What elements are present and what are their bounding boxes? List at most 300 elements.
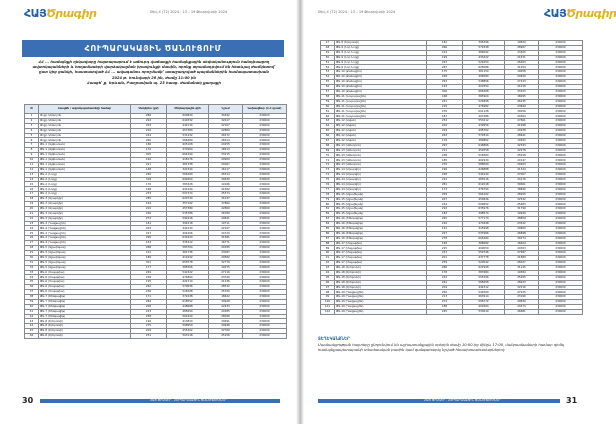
table-cell: ԹԱ-13 (Կենտրոն) [335,148,427,153]
table-cell: 655578 [167,260,209,265]
table-cell: 31254 [505,65,539,70]
table-cell: 260 [131,138,167,143]
table-cell: ԹԱ-1 (Այգեստան) [39,148,131,153]
table-cell: 230000 [539,75,583,80]
table-cell: 294 [131,118,167,123]
table-cell: 25374 [209,192,243,197]
table-cell: 230000 [243,236,287,241]
table-cell: 553212 [463,119,505,124]
table-cell: 631620 [167,236,209,241]
table-cell: 509652 [463,202,505,207]
table-cell: 250 [427,290,463,295]
table-cell: Փոքր Կենտրոն [39,123,131,128]
table-cell: 28314 [209,138,243,143]
table-cell: 230000 [539,143,583,148]
table-cell: 39 [25,299,39,304]
table-cell: ԹԱ-4 (Դավթաշեն) [39,221,131,226]
table-cell: 26463 [505,60,539,65]
table-cell: 17860 [209,202,243,207]
table-cell: 222 [427,177,463,182]
table-cell: 214 [427,50,463,55]
table-cell: 230000 [539,55,583,60]
table-cell: 27116 [209,270,243,275]
table-cell: ԹԱ-12 (Ավան) [335,129,427,134]
table-cell: 230000 [243,138,287,143]
table-cell: 5 [25,133,39,138]
table-cell: 503118 [167,334,209,339]
table-cell: 230000 [243,216,287,221]
table-cell: ԹԱ-14 (Արաբկիր) [335,182,427,187]
table-cell: 238 [427,153,463,158]
col-header: Մեկնարկային գին [167,105,209,114]
table-cell: 230000 [243,133,287,138]
table-cell: 24285 [209,309,243,314]
table-cell: 494406 [167,231,209,236]
table-cell: 218 [131,275,167,280]
table-cell: Փոքր Կենտրոն [39,133,131,138]
table-cell: ԹԱ-19 (Դավթաշեն) [335,309,427,314]
table-cell: ԹԱ-11 (Նուբարաշեն) [335,94,427,99]
table-cell: 405108 [167,143,209,148]
table-cell: 609840 [167,114,209,119]
table-cell: ԹԱ-10 (Քանաքեռ) [335,89,427,94]
right-footer [304,396,600,406]
table-cell: 77 [321,187,335,192]
table-cell: 196 [427,168,463,173]
table-cell: 45 [25,329,39,334]
table-cell: 559746 [463,251,505,256]
table-cell: 230000 [243,158,287,163]
table-cell: ԹԱ-5 (Աջափնյակ) [39,250,131,255]
table-cell: 27661 [505,119,539,124]
table-cell: 26789 [209,211,243,216]
table-cell: 230000 [539,41,583,46]
table-cell: 16 [25,187,39,192]
table-cell: 189 [131,255,167,260]
table-cell: 230000 [539,275,583,280]
table-cell: ԹԱ-18 (Էրեբունի) [335,265,427,270]
table-cell: 457380 [167,128,209,133]
table-cell: 387684 [463,270,505,275]
table-cell: 70 [321,153,335,158]
table-cell: ԹԱ-16 (Շենգավիթ) [335,221,427,226]
table-cell: 22107 [209,123,243,128]
table-cell: 247 [427,231,463,236]
table-cell: 56 [321,85,335,90]
table-cell: 230000 [539,231,583,236]
table-cell: 231 [131,334,167,339]
table-cell: 20473 [505,305,539,310]
table-cell: 179 [427,138,463,143]
table-cell: 93 [321,265,335,270]
table-cell: ԹԱ-1 (Այգեստան) [39,162,131,167]
table-cell: ԹԱ-6 (Մալաթիա) [39,270,131,275]
table-cell: 23849 [505,104,539,109]
table-cell: ԹԱ-13 (Կենտրոն) [335,158,427,163]
table-cell: 23087 [209,250,243,255]
intro-line: ավտոկայանների և հողամասերի վարձակալման իրավունքի մասին, որոնք տրամադրվում են հետևյալ ժամկետով՝ [32,65,276,70]
table-cell: 230000 [243,246,287,251]
table-cell: ԹԱ-2 (Նորք) [39,187,131,192]
table-cell: ԹԱ-12 (Ավան) [335,124,427,129]
table-cell: 301 [131,260,167,265]
table-cell: 230000 [243,275,287,280]
table-cell: 29621 [209,216,243,221]
table-cell: 68 [321,143,335,148]
table-cell: 27007 [505,173,539,178]
table-cell: 19711 [209,221,243,226]
table-cell: 21 [25,211,39,216]
footer-text: ՀԱՅ ԾՐԱԳԻՐ · ՀՈՒՊԱՐԱԿԱՅԻՆ ԾԱՆՈՒՑՈՒՄՆԵՐ [424,398,501,402]
table-cell: ԹԱ-9 (Նոր Նորք) [335,60,427,65]
table-cell: 1 [25,114,39,119]
table-cell: 529254 [463,60,505,65]
table-cell: 82 [321,212,335,217]
table-cell: 415998 [463,226,505,231]
table-cell: 476982 [463,104,505,109]
table-cell: 223 [131,309,167,314]
table-cell: ԹԱ-11 (Նուբարաշեն) [335,109,427,114]
table-cell: 252 [427,80,463,85]
table-cell: 19166 [209,182,243,187]
table-cell: 398574 [463,212,505,217]
table-cell: 186 [131,143,167,148]
table-cell: 297 [427,143,463,148]
table-cell: 28314 [209,172,243,177]
table-cell: 7 [25,143,39,148]
table-cell: 474804 [167,275,209,280]
table-cell: 210 [131,128,167,133]
table-cell: 413820 [167,319,209,324]
table-cell: 22869 [209,128,243,133]
table-cell: 230000 [539,309,583,314]
table-cell: 424710 [167,280,209,285]
table-cell: 81 [321,207,335,212]
table-cell: 230000 [243,314,287,319]
table-cell: 20582 [209,255,243,260]
table-cell: 28 [25,246,39,251]
table-cell: 211 [427,148,463,153]
table-cell: 305 [131,153,167,158]
table-cell: 57 [321,89,335,94]
table-cell: 21998 [505,124,539,129]
table-cell: 592416 [167,216,209,221]
table-cell: 230000 [539,124,583,129]
table-cell: ԹԱ-17 (Մալաթիա) [335,246,427,251]
table-cell: 20800 [505,226,539,231]
table-cell: 169 [427,241,463,246]
table-cell: 284 [131,299,167,304]
table-cell: 3 [25,123,39,128]
table-cell: 243 [427,60,463,65]
table-cell: 548856 [463,80,505,85]
table-cell: ԹԱ-1 (Այգեստան) [39,167,131,172]
table-cell: 230000 [243,270,287,275]
table-cell: 49 [321,50,335,55]
table-cell: 66 [321,133,335,138]
table-cell: 241 [427,99,463,104]
table-cell: 28096 [209,314,243,319]
table-cell: 444312 [463,285,505,290]
table-cell: ԹԱ-8 (Էրեբունի) [335,41,427,46]
table-cell: ԹԱ-8 (Էրեբունի) [39,324,131,329]
table-cell: 230000 [243,299,287,304]
table-cell: 666468 [463,89,505,94]
table-cell: 22978 [505,148,539,153]
table-cell: 181 [131,221,167,226]
table-cell: 258 [131,314,167,319]
table-cell: 507474 [167,192,209,197]
table-cell: 201 [427,256,463,261]
table-cell: ԹԱ-2 (Նորք) [39,177,131,182]
table-cell: 207 [427,197,463,202]
table-cell: ԹԱ-19 (Դավթաշեն) [335,305,427,310]
table-cell: ԹԱ-3 (Արաբկիր) [39,197,131,202]
table-cell: 84 [321,221,335,226]
table-cell: 622908 [463,265,505,270]
table-cell: 25 [25,231,39,236]
table-cell: 230000 [243,294,287,299]
table-cell: 80 [321,202,335,207]
table-cell: 61 [321,109,335,114]
table-cell: 262 [131,285,167,290]
table-cell: 6 [25,138,39,143]
table-cell: 16117 [209,167,243,172]
table-cell: ԹԱ-1 (Այգեստան) [39,143,131,148]
table-cell: 27 [25,241,39,246]
table-cell: 230000 [243,221,287,226]
table-cell: 457380 [167,206,209,211]
table-cell: 278 [427,236,463,241]
table-cell: 33323 [505,89,539,94]
left-page [0,0,296,424]
table-cell: 192 [131,158,167,163]
table-cell: 498762 [463,129,505,134]
table-cell: 230000 [243,304,287,309]
table-cell: 618552 [167,299,209,304]
table-cell: 426888 [463,168,505,173]
intro-line: ՀՀ ... համայնքի ղեկավարը հայտարարում է աճուրդ վաճառքի համայնքային սեփականություն հանդիսացող [38,60,270,64]
table-cell: 30601 [505,182,539,187]
table-cell: 21671 [505,55,539,60]
table-cell: 234 [427,202,463,207]
table-cell: ԹԱ-7 (Շենգավիթ) [39,294,131,299]
table-cell: 230000 [539,226,583,231]
table-cell: 230000 [539,168,583,173]
table-cell: ԹԱ-11 (Նուբարաշեն) [335,114,427,119]
table-cell: 275 [131,324,167,329]
table-cell: ԹԱ-3 (Արաբկիր) [39,211,131,216]
table-cell: ԹԱ-12 (Ավան) [335,138,427,143]
table-cell: 230000 [243,148,287,153]
table-cell: ԹԱ-5 (Աջափնյակ) [39,265,131,270]
table-cell: ԹԱ-15 (Աջափնյակ) [335,202,427,207]
table-cell: ԹԱ-6 (Մալաթիա) [39,285,131,290]
table-cell: 59 [321,99,335,104]
table-cell: 230000 [539,270,583,275]
table-cell: 16771 [209,241,243,246]
table-cell: 100 [321,300,335,305]
table-cell: 25156 [209,334,243,339]
table-cell: 20691 [209,319,243,324]
table-cell: ԹԱ-12 (Ավան) [335,133,427,138]
table-cell: 370260 [167,148,209,153]
table-cell: ԹԱ-19 (Դավթաշեն) [335,295,427,300]
table-cell: 625086 [463,65,505,70]
table-cell: 285 [131,197,167,202]
table-cell: 459558 [463,148,505,153]
table-cell: 89 [321,246,335,251]
table-cell: 25265 [505,275,539,280]
table-cell: 87 [321,236,335,241]
table-cell: 4 [25,128,39,133]
table-cell: 439956 [463,124,505,129]
table-cell: ԹԱ-16 (Շենգավիթ) [335,226,427,231]
table-cell: ԹԱ-8 (Էրեբունի) [39,329,131,334]
table-cell: 33 [25,270,39,275]
table-cell: 566280 [167,138,209,143]
table-cell: ԹԱ-16 (Շենգավիթ) [335,217,427,222]
table-cell: 230000 [539,207,583,212]
table-cell: 381150 [463,70,505,75]
table-cell: 322344 [167,167,209,172]
table-cell: 230000 [539,202,583,207]
table-cell: ԹԱ-5 (Աջափնյակ) [39,260,131,265]
table-cell: 292 [427,207,463,212]
table-cell: ԹԱ-1 (Այգեստան) [39,158,131,163]
table-cell: 227 [131,231,167,236]
table-cell: 664290 [167,153,209,158]
table-cell: 249 [131,270,167,275]
table-cell: 230000 [243,114,287,119]
table-cell: ԹԱ-9 (Նոր Նորք) [335,50,427,55]
table-cell: 230000 [243,143,287,148]
table-cell: 19 [25,202,39,207]
table-cell: 230000 [539,305,583,310]
table-cell: ԹԱ-1 (Այգեստան) [39,153,131,158]
col-header: N [25,105,39,114]
table-cell: 75 [321,177,335,182]
table-cell: 230000 [539,246,583,251]
table-cell: 365904 [463,94,505,99]
table-cell: ԹԱ-10 (Քանաքեռ) [335,75,427,80]
table-cell: 230000 [243,260,287,265]
table-cell: 54 [321,75,335,80]
table-cell: 481338 [167,162,209,167]
table-cell: ԹԱ-4 (Դավթաշեն) [39,231,131,236]
table-cell: ԹԱ-3 (Արաբկիր) [39,216,131,221]
table-cell: 230000 [539,60,583,65]
table-cell: 31581 [209,236,243,241]
table-cell: 537966 [463,231,505,236]
table-cell: 402930 [463,158,505,163]
table-cell: 44 [25,324,39,329]
table-cell: 442134 [167,226,209,231]
table-cell: 568458 [463,280,505,285]
table-cell: 26681 [505,309,539,314]
table-cell: 94 [321,270,335,275]
table-cell: 24 [25,226,39,231]
table-cell: 470448 [463,221,505,226]
table-cell: ԹԱ-2 (Նորք) [39,172,131,177]
table-cell: 90 [321,251,335,256]
table-cell: 41 [25,309,39,314]
table-cell: 21889 [505,256,539,261]
table-cell: 230000 [539,256,583,261]
table-cell: 230000 [243,118,287,123]
table-cell: 230000 [243,250,287,255]
table-cell: 518364 [463,153,505,158]
table-cell: 230000 [243,202,287,207]
table-cell: 99 [321,295,335,300]
table-cell: 583704 [167,246,209,251]
table-cell: 620730 [167,197,209,202]
table-cell: 19820 [505,41,539,46]
table-cell: 213 [427,295,463,300]
table-cell: 154 [131,241,167,246]
table-cell: 102 [321,309,335,314]
table-cell: 230000 [539,182,583,187]
table-cell: ԹԱ-4 (Դավթաշեն) [39,236,131,241]
table-cell: 28205 [505,192,539,197]
intro-line: 2024 թ. հունվարի 26 ին, ժամը 11:00 ին [112,75,196,80]
table-cell: 239 [427,261,463,266]
note-title: ՏԵՂԵԿԱՆՔՆԵՐ [318,336,350,341]
table-cell: 272 [131,216,167,221]
table-cell: 22216 [505,285,539,290]
page-number: 31 [566,396,578,405]
table-cell: 26898 [505,231,539,236]
table-cell: ԹԱ-16 (Շենգավիթ) [335,231,427,236]
table-cell: 396396 [463,41,505,46]
table-cell: 15 [25,182,39,187]
table-cell: 195 [131,280,167,285]
table-cell: 33215 [209,153,243,158]
table-cell: 177 [131,265,167,270]
table-cell: 230000 [539,89,583,94]
table-cell: 168 [427,94,463,99]
table-cell: 24829 [505,75,539,80]
table-cell: 36 [25,285,39,290]
table-cell: 230000 [539,177,583,182]
table-cell: ԹԱ-15 (Աջափնյակ) [335,207,427,212]
table-cell: Փոքր Կենտրոն [39,118,131,123]
table-cell: 178 [427,270,463,275]
table-cell: 210 [131,206,167,211]
table-cell: 605484 [463,236,505,241]
table-cell: 228 [427,75,463,80]
table-cell: 62 [321,114,335,119]
table-cell: 164 [131,202,167,207]
table-cell: 318 [131,177,167,182]
table-cell: 22542 [505,197,539,202]
table-cell: 51 [321,60,335,65]
table-cell: 230000 [243,329,287,334]
table-cell: 42 [25,314,39,319]
table-cell: 28967 [505,45,539,50]
table-cell: 230000 [539,50,583,55]
table-cell: 287 [427,65,463,70]
table-cell: ԹԱ-10 (Քանաքեռ) [335,85,427,90]
magazine-logo: ՀԱՅԾրագիր [544,7,616,20]
table-cell: 455202 [167,329,209,334]
table-cell: 232 [427,275,463,280]
table-cell: 182 [427,41,463,46]
table-cell: 266 [427,45,463,50]
table-cell: 230000 [243,324,287,329]
table-cell: 230000 [539,85,583,90]
table-cell: 230000 [539,251,583,256]
